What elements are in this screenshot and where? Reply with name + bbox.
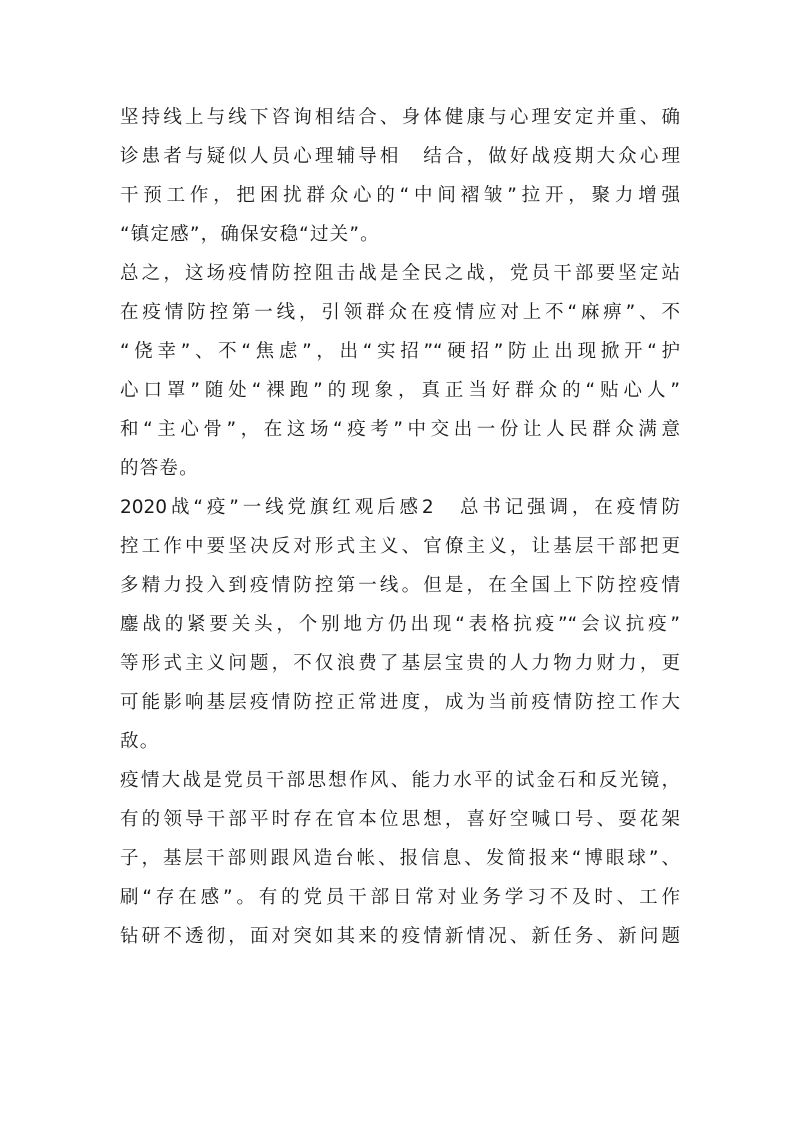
paragraph — [120, 98, 680, 254]
text-line: 敌。 — [120, 731, 160, 752]
text-line: 2020战“疫”一线党旗红观后感2 总书记强调，在疫情防 — [120, 497, 680, 518]
text-line: 心口罩”随处“裸跑”的现象，真正当好群众的“贴心人” — [120, 380, 680, 401]
paragraph — [120, 488, 680, 761]
text-line: 疫情大战是党员干部思想作风、能力水平的试金石和反光镜， — [120, 770, 680, 791]
text-line: “侥幸”、不“焦虑”，出“实招”“硬招”防止出现掀开“护 — [120, 341, 680, 362]
text-line: 诊患者与疑似人员心理辅导相 结合，做好战疫期大众心理 — [120, 146, 680, 167]
text-line: 和“主心骨”，在这场“疫考”中交出一份让人民群众满意 — [120, 419, 680, 440]
text-line: 可能影响基层疫情防控正常进度，成为当前疫情防控工作大 — [120, 692, 680, 713]
text-line: 有的领导干部平时存在官本位思想，喜好空喊口号、耍花架 — [120, 809, 680, 830]
text-line: 坚持线上与线下咨询相结合、身体健康与心理安定并重、确 — [120, 107, 680, 128]
paragraph — [120, 761, 680, 956]
text-line: 刷“存在感”。有的党员干部日常对业务学习不及时、工作 — [120, 887, 680, 908]
text-line: 控工作中要坚决反对形式主义、官僚主义，让基层干部把更 — [120, 536, 680, 557]
text-line: 多精力投入到疫情防控第一线。但是，在全国上下防控疫情 — [120, 575, 680, 596]
document-body — [120, 98, 680, 956]
text-line: 干预工作，把困扰群众心的“中间褶皱”拉开，聚力增强 — [120, 185, 680, 206]
paragraph — [120, 254, 680, 488]
text-line: 在疫情防控第一线，引领群众在疫情应对上不“麻痹”、不 — [120, 302, 680, 323]
text-line: 的答卷。 — [120, 458, 199, 479]
text-line: 钻研不透彻，面对突如其来的疫情新情况、新任务、新问题 — [120, 926, 680, 947]
text-line: “镇定感”，确保安稳“过关”。 — [120, 224, 380, 245]
text-line: 鏖战的紧要关头，个别地方仍出现“表格抗疫”“会议抗疫” — [120, 614, 680, 635]
text-line: 总之，这场疫情防控阻击战是全民之战，党员干部要坚定站 — [120, 263, 680, 284]
text-line: 等形式主义问题，不仅浪费了基层宝贵的人力物力财力，更 — [120, 653, 680, 674]
text-line: 子，基层干部则跟风造台帐、报信息、发简报来“博眼球”、 — [120, 848, 680, 869]
